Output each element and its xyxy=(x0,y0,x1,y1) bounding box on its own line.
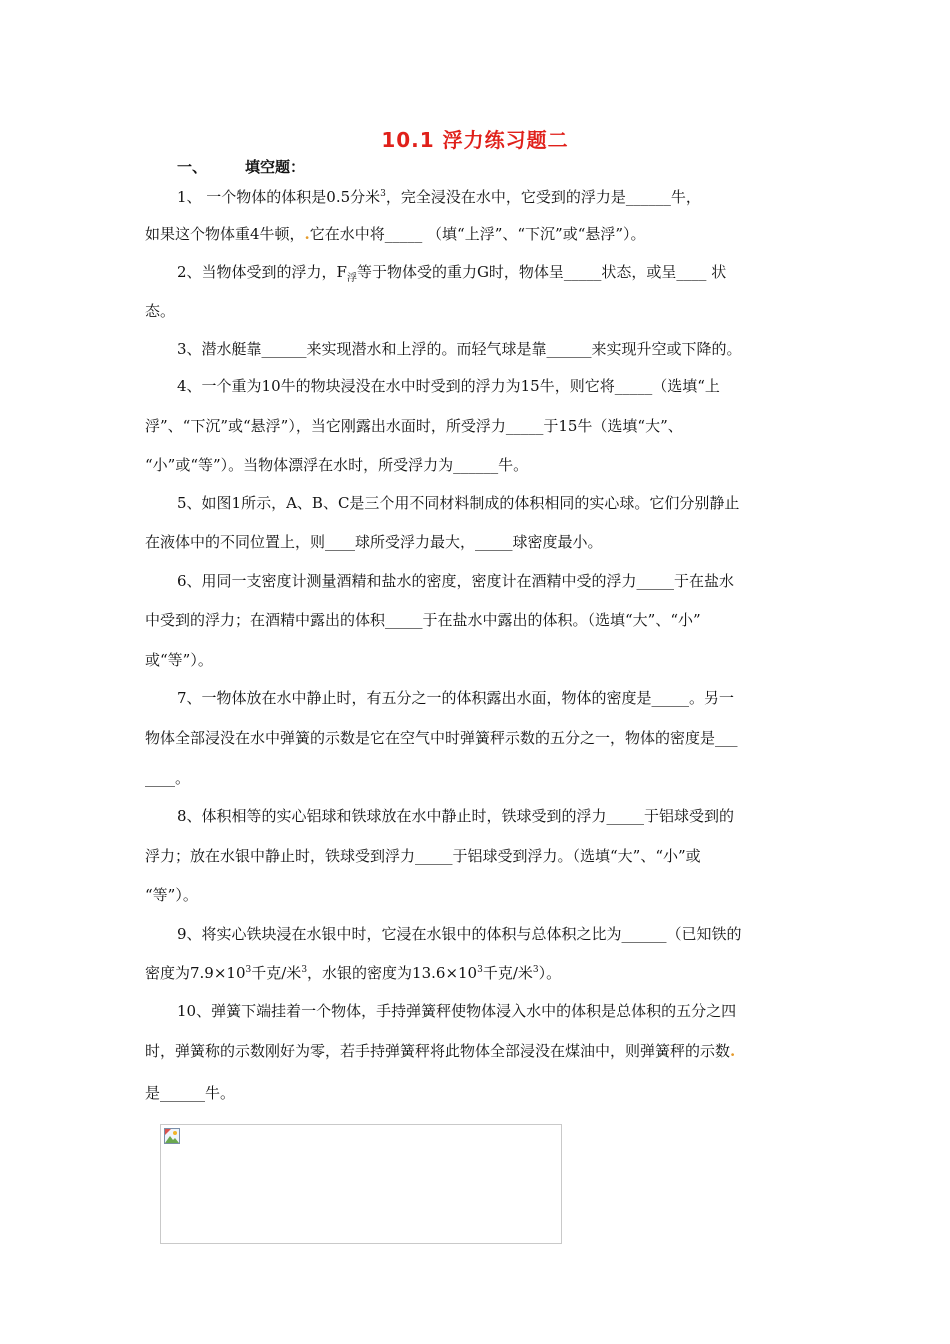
q9-line-1: 9、将实心铁块浸在水银中时，它浸在水银中的体积与总体积之比为______（已知铁的 xyxy=(177,925,742,943)
q4-line-1: 4、一个重为10牛的物块浸没在水中时受到的浮力为15牛，则它将_____（选填“上 xyxy=(177,377,720,395)
q5-line-1: 5、如图1所示，A、B、C是三个用不同材料制成的体积相同的实心球。它们分别静止 xyxy=(177,494,740,512)
q7-line-1: 7、一物体放在水中静止时，有五分之一的体积露出水面，物体的密度是_____。另一 xyxy=(177,689,735,707)
q9-sup-4: 3 xyxy=(532,965,539,975)
q6-line-2: 中受到的浮力；在酒精中露出的体积_____于在盐水中露出的体积。（选填“大”、“小” xyxy=(145,611,701,629)
q10-line-1: 10、弹簧下端挂着一个物体，手持弹簧秤使物体浸入水中的体积是总体积的五分之四 xyxy=(177,1002,737,1020)
q9-sup-1: 3 xyxy=(245,965,252,975)
q2-text-b: 等于物体受的重力G时，物体呈_____状态，或呈____ 状 xyxy=(356,263,727,281)
q1-text-b: ，完全浸没在水中，它受到的浮力是______牛， xyxy=(385,188,701,206)
q1-text-d: 它在水中将_____ （填“上浮”、“下沉”或“悬浮”）。 xyxy=(309,225,646,243)
broken-image-icon xyxy=(164,1128,180,1144)
q9-text-e: ）。 xyxy=(538,964,562,982)
q10-text-a: 时，弹簧称的示数刚好为零，若手持弹簧秤将此物体全部浸没在煤油中，则弹簧秤的示数 xyxy=(145,1042,731,1060)
q3-line-1: 3、潜水艇靠______来实现潜水和上浮的。而轻气球是靠______来实现升空或下降的。 xyxy=(177,340,742,358)
q1-text-c: 如果这个物体重4牛顿， xyxy=(145,225,305,243)
q4-line-2: 浮”、“下沉”或“悬浮”），当它刚露出水面时，所受浮力_____于15牛（选填“大”、 xyxy=(145,417,683,435)
q10-line-2 xyxy=(145,1041,735,1061)
q2-text-a: 2、当物体受到的浮力，F xyxy=(177,263,347,281)
q1-text-a: 1、 一个物体的体积是0.5分米 xyxy=(177,188,381,206)
q9-sup-3: 3 xyxy=(477,965,483,975)
q1-line-1 xyxy=(177,187,701,207)
q9-line-2 xyxy=(145,963,561,983)
q2-line-2: 态。 xyxy=(145,302,176,320)
q6-line-3: 或“等”）。 xyxy=(145,651,213,669)
section-heading xyxy=(177,156,305,177)
q2-sub: 浮 xyxy=(346,273,357,284)
q8-line-2: 浮力；放在水银中静止时，铁球受到浮力_____于铝球受到浮力。（选填“大”、“小”或 xyxy=(145,847,701,865)
section-label: 填空题： xyxy=(245,158,306,176)
q7-line-2: 物体全部浸没在水中弹簧的示数是它在空气中时弹簧秤示数的五分之一，物体的密度是___ xyxy=(145,729,738,747)
section-number: 一、 xyxy=(177,158,208,176)
q9-sup-2: 3 xyxy=(301,965,308,975)
figure-placeholder xyxy=(160,1124,562,1244)
q4-line-3: “小”或“等”）。当物体漂浮在水时，所受浮力为______牛。 xyxy=(145,456,529,474)
q1-line-2 xyxy=(145,224,646,244)
q8-line-3: “等”）。 xyxy=(145,886,198,904)
q2-line-1 xyxy=(177,262,726,282)
q5-line-2: 在液体中的不同位置上，则____球所受浮力最大，_____球密度最小。 xyxy=(145,533,603,551)
q9-text-d: 千克/米 xyxy=(482,964,533,982)
q6-line-1: 6、用同一支密度计测量酒精和盐水的密度，密度计在酒精中受的浮力_____于在盐水 xyxy=(177,572,735,590)
q9-text-c: ，水银的密度为13.6×10 xyxy=(307,964,478,982)
q7-line-3: ____。 xyxy=(145,769,191,787)
page-title: 10.1 浮力练习题二 xyxy=(381,128,569,152)
q9-text-a: 密度为7.9×10 xyxy=(145,964,246,982)
q9-text-b: 千克/米 xyxy=(251,964,302,982)
dot-mark: . xyxy=(304,225,310,243)
q1-sup: 3 xyxy=(380,189,386,199)
dot-mark: . xyxy=(730,1042,736,1060)
q8-line-1: 8、体积相等的实心铝球和铁球放在水中静止时，铁球受到的浮力_____于铝球受到的 xyxy=(177,807,735,825)
q10-line-3: 是______牛。 xyxy=(145,1084,236,1102)
